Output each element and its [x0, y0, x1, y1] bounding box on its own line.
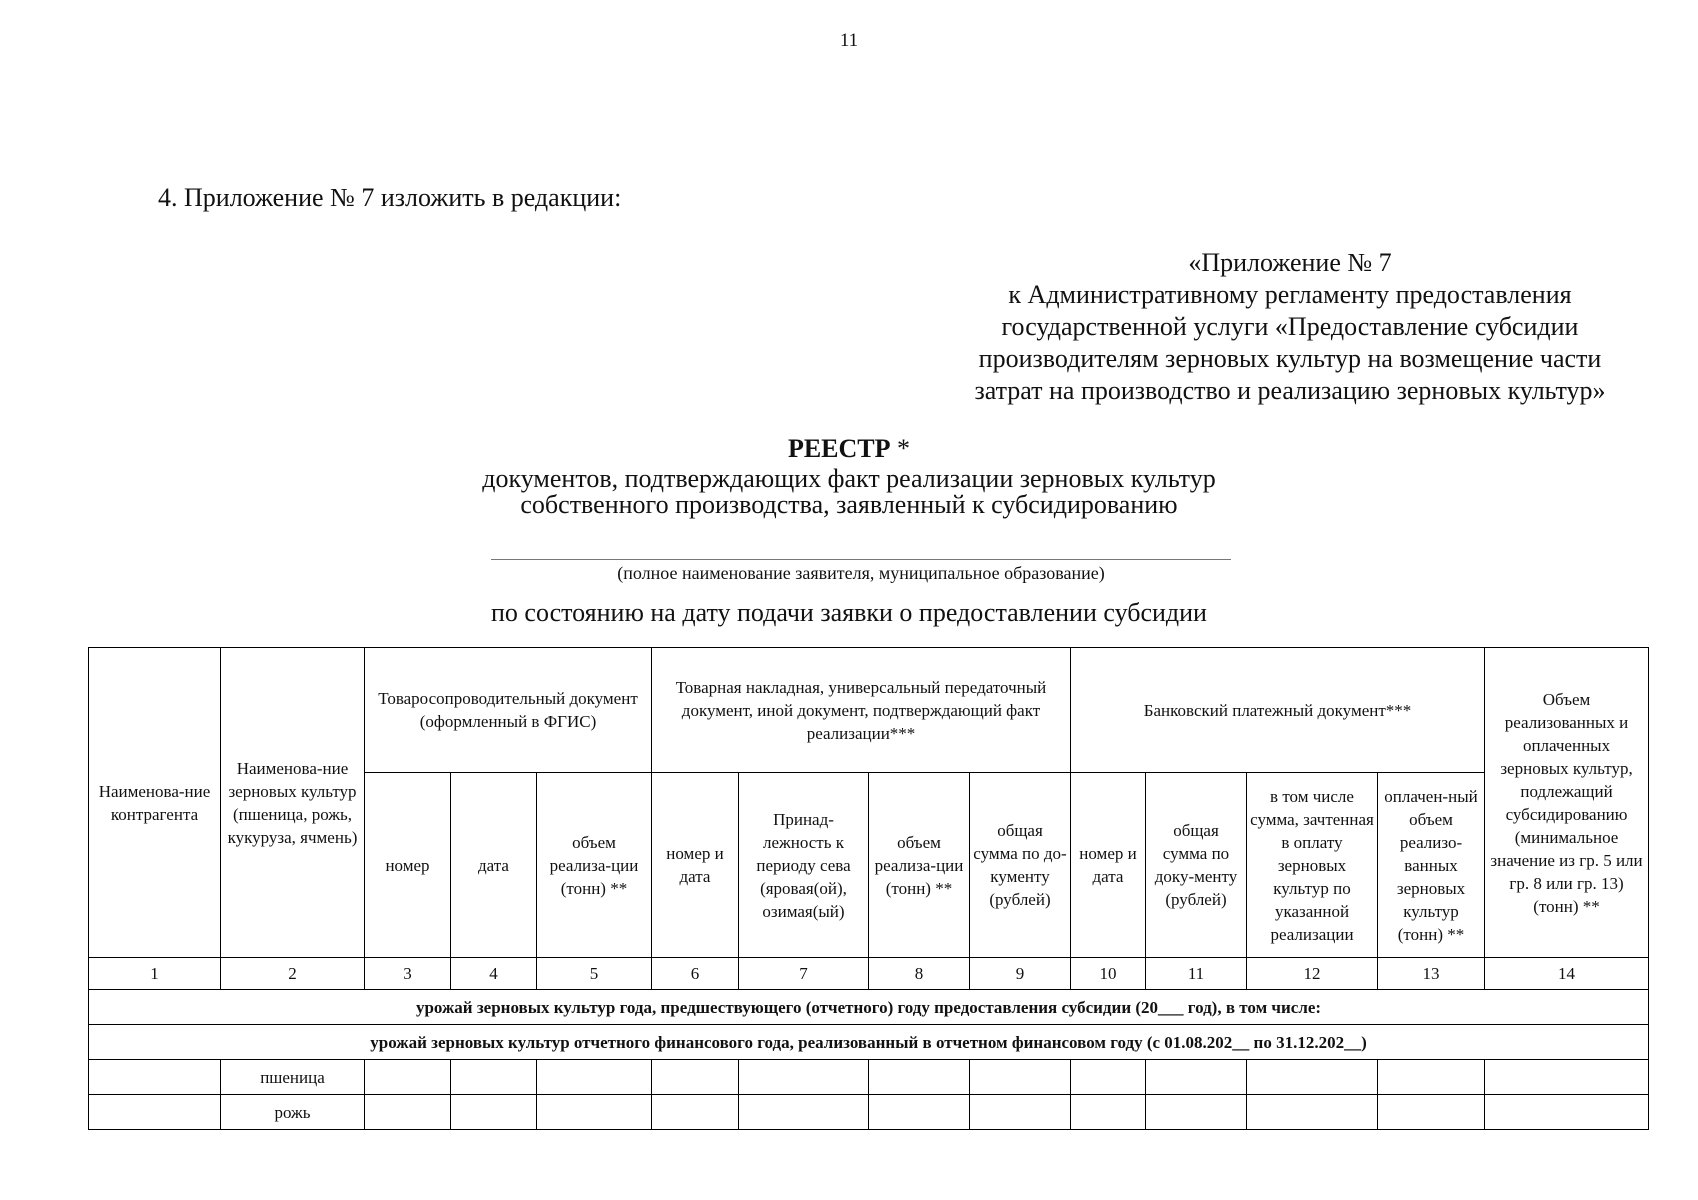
header-sowing-period: Принад-лежность к периоду сева (яровая(ой), озимая(ый) — [739, 773, 869, 958]
column-number: 9 — [970, 958, 1071, 990]
column-number: 14 — [1485, 958, 1649, 990]
section-previous-year-harvest: урожай зерновых культур года, предшествующего (отчетного) году предоставления субсидии (20___ год), в том числе: — [89, 990, 1649, 1025]
table-cell[interactable] — [1247, 1060, 1378, 1095]
amendment-text: 4. Приложение № 7 изложить в редакции: — [158, 183, 622, 212]
column-number: 12 — [1247, 958, 1378, 990]
table-cell[interactable] — [1485, 1095, 1649, 1130]
header-group-invoice: Товарная накладная, универсальный передаточный документ, иной документ, подтверждающий факт реализации*** — [652, 648, 1071, 773]
section-current-year-harvest: урожай зерновых культур отчетного финансового года, реализованный в отчетном финансовом году (с 01.08.202__ по 31.12.202__) — [89, 1025, 1649, 1060]
table-cell[interactable] — [739, 1095, 869, 1130]
table-cell[interactable] — [739, 1060, 869, 1095]
header-sum-credited: в том числе сумма, зачтенная в оплату зерновых культур по указанной реализации — [1247, 773, 1378, 958]
table-cell[interactable] — [537, 1095, 652, 1130]
header-date: дата — [451, 773, 537, 958]
column-number: 10 — [1071, 958, 1146, 990]
table-cell[interactable] — [1247, 1095, 1378, 1130]
appendix-line: производителям зерновых культур на возмещение части — [978, 344, 1602, 373]
table-row — [89, 1060, 1649, 1095]
column-number: 5 — [537, 958, 652, 990]
appendix-heading — [900, 247, 1680, 407]
table-cell[interactable] — [869, 1060, 970, 1095]
column-number: 13 — [1378, 958, 1485, 990]
registry-table — [88, 647, 1649, 1130]
header-number-and-date: номер и дата — [652, 773, 739, 958]
table-cell[interactable] — [1146, 1060, 1247, 1095]
header-crop-name: Наименова-ние зерновых культур (пшеница, рожь, кукуруза, ячмень) — [221, 648, 365, 958]
header-volume-subsidy: Объем реализованных и оплаченных зерновых культур, подлежащий субсидированию (минимальное значение из гр. 5 или гр. 8 или гр. 13) (тонн) ** — [1485, 648, 1649, 958]
column-number: 2 — [221, 958, 365, 990]
column-number: 4 — [451, 958, 537, 990]
registry-title-bold: РЕЕСТР — [787, 434, 891, 463]
header-group-transport-doc: Товаросопроводительный документ (оформленный в ФГИС) — [365, 648, 652, 773]
page-number: 11 — [839, 30, 859, 51]
header-total-sum-invoice: общая сумма по до-кументу (рублей) — [970, 773, 1071, 958]
applicant-caption: (полное наименование заявителя, муниципальное образование) — [617, 563, 1105, 583]
header-total-sum-bank: общая сумма по доку-менту (рублей) — [1146, 773, 1247, 958]
column-number: 1 — [89, 958, 221, 990]
header-paid-volume: оплачен-ный объем реализо-ванных зерновых культур (тонн) ** — [1378, 773, 1485, 958]
header-number: номер — [365, 773, 451, 958]
header-number-and-date-bank: номер и дата — [1071, 773, 1146, 958]
table-cell[interactable] — [89, 1060, 221, 1095]
header-counterparty: Наименова-ние контрагента — [89, 648, 221, 958]
table-cell[interactable] — [365, 1060, 451, 1095]
column-number: 8 — [869, 958, 970, 990]
table-cell[interactable] — [869, 1095, 970, 1130]
table-cell[interactable] — [1378, 1060, 1485, 1095]
header-volume-sold-invoice: объем реализа-ции (тонн) ** — [869, 773, 970, 958]
table-cell[interactable] — [1071, 1095, 1146, 1130]
table-cell[interactable] — [1378, 1095, 1485, 1130]
registry-title — [0, 436, 1698, 462]
applicant-name-line — [491, 559, 1231, 560]
registry-subtitle — [0, 466, 1698, 518]
column-number: 11 — [1146, 958, 1247, 990]
table-cell[interactable] — [1071, 1060, 1146, 1095]
registry-title-mark: * — [890, 434, 911, 463]
table-cell[interactable] — [652, 1095, 739, 1130]
appendix-line: государственной услуги «Предоставление субсидии — [1001, 312, 1579, 341]
column-number: 7 — [739, 958, 869, 990]
registry-subtitle-line: собственного производства, заявленный к субсидированию — [520, 490, 1178, 519]
crop-name-cell: пшеница — [221, 1060, 365, 1095]
table-cell[interactable] — [652, 1060, 739, 1095]
column-number: 6 — [652, 958, 739, 990]
column-number-row — [89, 958, 1649, 990]
table-cell[interactable] — [365, 1095, 451, 1130]
appendix-line: к Административному регламенту предоставления — [1008, 280, 1572, 309]
header-group-bank-doc: Банковский платежный документ*** — [1071, 648, 1485, 773]
table-cell[interactable] — [89, 1095, 221, 1130]
table-row — [89, 1095, 1649, 1130]
appendix-line: затрат на производство и реализацию зерновых культур» — [974, 376, 1606, 405]
table-cell[interactable] — [451, 1095, 537, 1130]
appendix-line: «Приложение № 7 — [1188, 248, 1392, 277]
registry-subtitle-line: документов, подтверждающих факт реализации зерновых культур — [482, 464, 1216, 493]
table-cell[interactable] — [970, 1095, 1071, 1130]
table-cell[interactable] — [970, 1060, 1071, 1095]
header-volume-sold: объем реализа-ции (тонн) ** — [537, 773, 652, 958]
crop-name-cell: рожь — [221, 1095, 365, 1130]
table-cell[interactable] — [1485, 1060, 1649, 1095]
table-cell[interactable] — [451, 1060, 537, 1095]
status-text: по состоянию на дату подачи заявки о предоставлении субсидии — [491, 598, 1207, 627]
table-cell[interactable] — [1146, 1095, 1247, 1130]
table-cell[interactable] — [537, 1060, 652, 1095]
column-number: 3 — [365, 958, 451, 990]
